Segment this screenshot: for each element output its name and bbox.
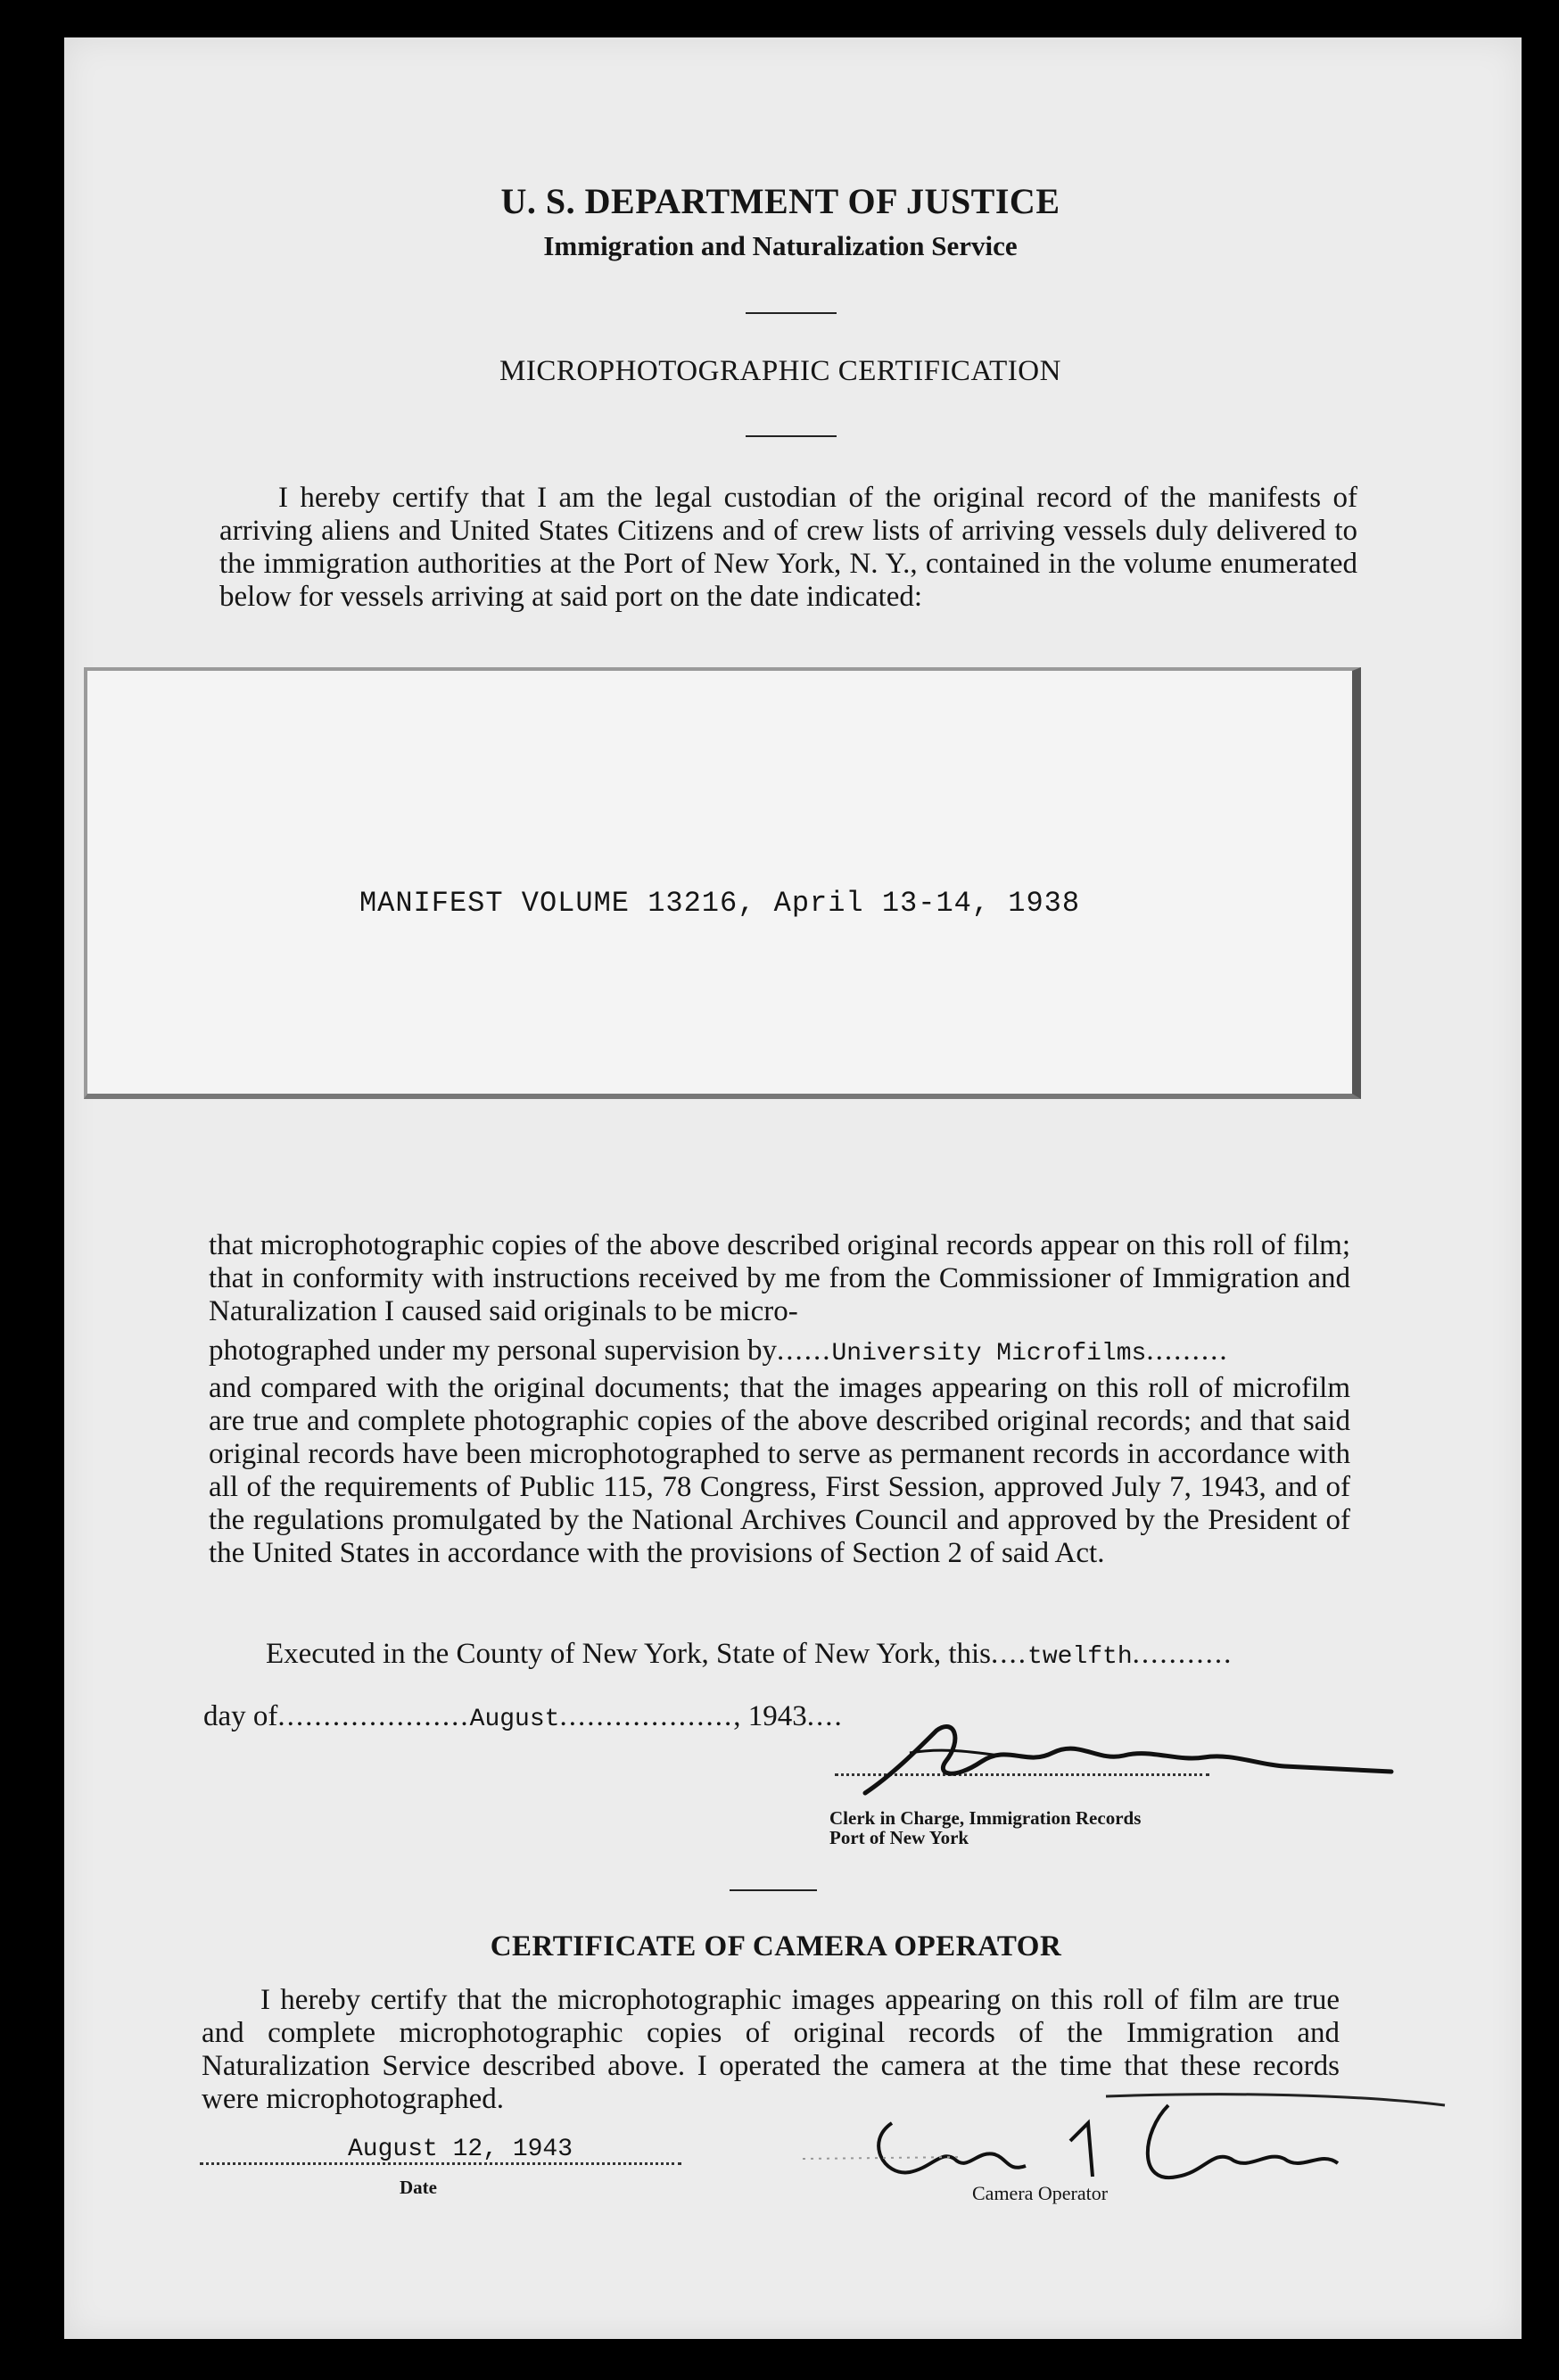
execution-year: , 1943 xyxy=(733,1700,807,1732)
divider-rule xyxy=(746,435,837,437)
clerk-signature xyxy=(856,1713,1409,1811)
divider-rule xyxy=(730,1889,817,1891)
service-subheading: Immigration and Naturalization Service xyxy=(543,230,1018,261)
volume-box xyxy=(84,667,1361,1099)
clerk-title-line2: Port of New York xyxy=(829,1827,969,1848)
clerk-title-line1: Clerk in Charge, Immigration Records xyxy=(829,1807,1142,1829)
execution-month-value: August xyxy=(469,1706,560,1733)
camera-date-value: August 12, 1943 xyxy=(348,2136,573,2163)
day-of-label: day of xyxy=(203,1700,278,1732)
photographed-by-line: photographed under my personal supervision by......University Microfilms......... xyxy=(209,1335,1229,1368)
camera-paragraph: I hereby certify that the microphotographic images appearing on this roll of film are true and complete microphotographic copies of original records of the Immigration and Naturalization Service described above. I operated the camera at the time that these records were microphotographed. xyxy=(202,1984,1340,2115)
camera-operator-label: Camera Operator xyxy=(972,2182,1109,2204)
body-paragraph-start: that microphotographic copies of the above described original records appear on this roll of film; that in conformity with instructions received by me from the Commissioner of Immigration and Naturalization I caused said originals to be micro- xyxy=(209,1229,1350,1327)
execution-day-value: twelfth xyxy=(1027,1643,1133,1671)
execution-line: Executed in the County of New York, State of New York, this....twelfth........... xyxy=(266,1638,1233,1671)
certification-title: MICROPHOTOGRAPHIC CERTIFICATION xyxy=(499,355,1061,387)
camera-certificate-title: CERTIFICATE OF CAMERA OPERATOR xyxy=(490,1930,1062,1963)
body-paragraph-rest: and compared with the original documents; that the images appearing on this roll of microfilm are true and complete photographic copies of the above described original records; and that said original records have been microphotographed to serve as permanent records in accordance with all of the requirements of Public 115, 78 Congress, First Session, approved July 7, 1943, and of the regulations promulgated by the National Archives Council and approved by the President of the United States in accordance with the provisions of Section 2 of said Act. xyxy=(209,1372,1350,1569)
execution-prefix: Executed in the County of New York, State of New York, this xyxy=(266,1638,992,1670)
photographed-by-value: University Microfilms xyxy=(831,1340,1147,1368)
photographed-by-prefix: photographed under my personal supervision by xyxy=(209,1335,777,1367)
intro-paragraph: I hereby certify that I am the legal custodian of the original record of the manifests of arriving aliens and United States Citizens and of crew lists of arriving vessels duly delivered to the immigration authorities at the Port of New York, N. Y., contained in the volume enumerated below for vessels arriving at said port on the date indicated: xyxy=(219,482,1357,613)
divider-rule xyxy=(746,312,837,314)
date-label: Date xyxy=(400,2177,437,2198)
day-of-line: day of.....................August..................., 1943.... xyxy=(203,1700,844,1733)
manifest-volume-text: MANIFEST VOLUME 13216, April 13-14, 1938 xyxy=(359,887,1081,920)
department-heading: U. S. DEPARTMENT OF JUSTICE xyxy=(500,181,1060,221)
camera-operator-signature xyxy=(785,2087,1463,2212)
